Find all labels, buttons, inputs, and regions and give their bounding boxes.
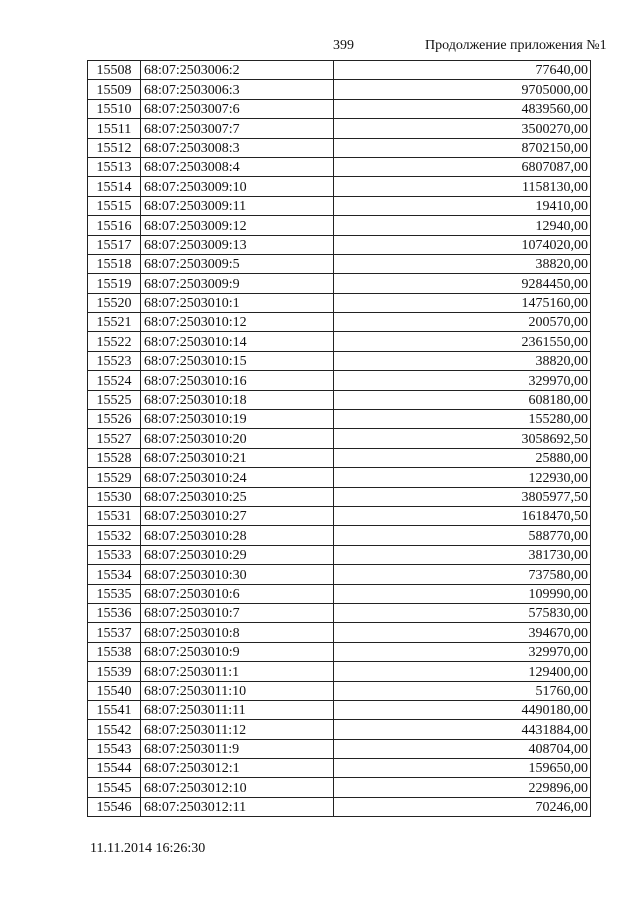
cadastral-number-cell: 68:07:2503010:20 [141, 429, 334, 448]
row-number-cell: 15530 [88, 487, 141, 506]
table-row [88, 720, 591, 739]
row-number-cell: 15513 [88, 157, 141, 176]
table-row [88, 797, 591, 816]
cadastral-value-cell: 25880,00 [334, 448, 591, 467]
cadastral-number-cell: 68:07:2503010:29 [141, 545, 334, 564]
row-number-cell: 15511 [88, 119, 141, 138]
cadastral-number-cell: 68:07:2503012:1 [141, 759, 334, 778]
table-row [88, 119, 591, 138]
cadastral-value-cell: 1618470,50 [334, 506, 591, 525]
row-number-cell: 15529 [88, 468, 141, 487]
row-number-cell: 15528 [88, 448, 141, 467]
cadastral-value-cell: 9705000,00 [334, 80, 591, 99]
cadastral-value-cell: 38820,00 [334, 254, 591, 273]
table-row [88, 254, 591, 273]
cadastral-value-cell: 109990,00 [334, 584, 591, 603]
row-number-cell: 15539 [88, 662, 141, 681]
cadastral-value-cell: 51760,00 [334, 681, 591, 700]
page-number: 399 [333, 38, 354, 53]
cadastral-number-cell: 68:07:2503010:7 [141, 603, 334, 622]
cadastral-value-cell: 122930,00 [334, 468, 591, 487]
cadastral-number-cell: 68:07:2503010:25 [141, 487, 334, 506]
table-row [88, 759, 591, 778]
cadastral-value-cell: 159650,00 [334, 759, 591, 778]
row-number-cell: 15531 [88, 506, 141, 525]
row-number-cell: 15543 [88, 739, 141, 758]
table-row [88, 642, 591, 661]
row-number-cell: 15524 [88, 371, 141, 390]
table-row [88, 681, 591, 700]
table-row [88, 468, 591, 487]
cadastral-number-cell: 68:07:2503011:11 [141, 700, 334, 719]
cadastral-number-cell: 68:07:2503012:10 [141, 778, 334, 797]
cadastral-number-cell: 68:07:2503010:16 [141, 371, 334, 390]
table-row [88, 526, 591, 545]
table-row [88, 274, 591, 293]
row-number-cell: 15516 [88, 216, 141, 235]
table-body [88, 61, 591, 817]
print-datetime: 11.11.2014 16:26:30 [90, 841, 206, 856]
cadastral-value-cell: 3805977,50 [334, 487, 591, 506]
cadastral-value-cell: 608180,00 [334, 390, 591, 409]
cadastral-number-cell: 68:07:2503010:12 [141, 313, 334, 332]
row-number-cell: 15520 [88, 293, 141, 312]
cadastral-number-cell: 68:07:2503009:5 [141, 254, 334, 273]
cadastral-number-cell: 68:07:2503009:11 [141, 196, 334, 215]
cadastral-number-cell: 68:07:2503010:14 [141, 332, 334, 351]
row-number-cell: 15527 [88, 429, 141, 448]
cadastral-value-cell: 9284450,00 [334, 274, 591, 293]
cadastral-value-cell: 3058692,50 [334, 429, 591, 448]
row-number-cell: 15508 [88, 61, 141, 80]
cadastral-number-cell: 68:07:2503006:2 [141, 61, 334, 80]
row-number-cell: 15541 [88, 700, 141, 719]
table-row [88, 565, 591, 584]
table-row [88, 61, 591, 80]
cadastral-number-cell: 68:07:2503009:9 [141, 274, 334, 293]
cadastral-value-cell: 408704,00 [334, 739, 591, 758]
cadastral-value-cell: 12940,00 [334, 216, 591, 235]
row-number-cell: 15523 [88, 351, 141, 370]
cadastral-value-cell: 70246,00 [334, 797, 591, 816]
row-number-cell: 15537 [88, 623, 141, 642]
cadastral-value-cell: 38820,00 [334, 351, 591, 370]
row-number-cell: 15540 [88, 681, 141, 700]
cadastral-value-cell: 329970,00 [334, 642, 591, 661]
row-number-cell: 15512 [88, 138, 141, 157]
cadastral-value-cell: 155280,00 [334, 410, 591, 429]
cadastral-number-cell: 68:07:2503011:9 [141, 739, 334, 758]
cadastral-value-cell: 737580,00 [334, 565, 591, 584]
table-row [88, 448, 591, 467]
row-number-cell: 15536 [88, 603, 141, 622]
cadastral-number-cell: 68:07:2503011:1 [141, 662, 334, 681]
row-number-cell: 15514 [88, 177, 141, 196]
cadastral-number-cell: 68:07:2503011:12 [141, 720, 334, 739]
cadastral-number-cell: 68:07:2503010:15 [141, 351, 334, 370]
cadastral-value-cell: 6807087,00 [334, 157, 591, 176]
cadastral-number-cell: 68:07:2503010:9 [141, 642, 334, 661]
cadastral-number-cell: 68:07:2503012:11 [141, 797, 334, 816]
table-row [88, 351, 591, 370]
cadastral-value-cell: 1475160,00 [334, 293, 591, 312]
cadastral-number-cell: 68:07:2503011:10 [141, 681, 334, 700]
row-number-cell: 15545 [88, 778, 141, 797]
cadastral-value-cell: 329970,00 [334, 371, 591, 390]
cadastral-value-cell: 588770,00 [334, 526, 591, 545]
table-row [88, 662, 591, 681]
cadastral-number-cell: 68:07:2503007:6 [141, 99, 334, 118]
row-number-cell: 15515 [88, 196, 141, 215]
cadastral-value-cell: 8702150,00 [334, 138, 591, 157]
cadastral-number-cell: 68:07:2503006:3 [141, 80, 334, 99]
table-row [88, 545, 591, 564]
row-number-cell: 15525 [88, 390, 141, 409]
table-row [88, 429, 591, 448]
row-number-cell: 15522 [88, 332, 141, 351]
cadastral-value-cell: 381730,00 [334, 545, 591, 564]
table-row [88, 138, 591, 157]
cadastral-value-cell: 19410,00 [334, 196, 591, 215]
cadastral-number-cell: 68:07:2503009:10 [141, 177, 334, 196]
cadastral-number-cell: 68:07:2503010:8 [141, 623, 334, 642]
cadastral-value-cell: 1158130,00 [334, 177, 591, 196]
cadastral-value-cell: 4431884,00 [334, 720, 591, 739]
cadastral-value-cell: 229896,00 [334, 778, 591, 797]
cadastral-number-cell: 68:07:2503007:7 [141, 119, 334, 138]
row-number-cell: 15509 [88, 80, 141, 99]
table-row [88, 623, 591, 642]
row-number-cell: 15519 [88, 274, 141, 293]
row-number-cell: 15546 [88, 797, 141, 816]
row-number-cell: 15510 [88, 99, 141, 118]
cadastral-number-cell: 68:07:2503010:21 [141, 448, 334, 467]
cadastral-value-cell: 129400,00 [334, 662, 591, 681]
table-row [88, 778, 591, 797]
cadastral-number-cell: 68:07:2503009:13 [141, 235, 334, 254]
table-row [88, 603, 591, 622]
row-number-cell: 15538 [88, 642, 141, 661]
cadastral-number-cell: 68:07:2503010:30 [141, 565, 334, 584]
table-row [88, 216, 591, 235]
table-row [88, 584, 591, 603]
table-row [88, 410, 591, 429]
table-row [88, 313, 591, 332]
table-row [88, 157, 591, 176]
table-row [88, 80, 591, 99]
row-number-cell: 15526 [88, 410, 141, 429]
row-number-cell: 15518 [88, 254, 141, 273]
cadastral-value-cell: 3500270,00 [334, 119, 591, 138]
cadastral-value-cell: 4490180,00 [334, 700, 591, 719]
cadastral-number-cell: 68:07:2503010:6 [141, 584, 334, 603]
cadastral-number-cell: 68:07:2503010:18 [141, 390, 334, 409]
cadastral-number-cell: 68:07:2503010:1 [141, 293, 334, 312]
cadastral-value-cell: 77640,00 [334, 61, 591, 80]
table-row [88, 332, 591, 351]
cadastral-value-cell: 200570,00 [334, 313, 591, 332]
cadastral-number-cell: 68:07:2503010:24 [141, 468, 334, 487]
row-number-cell: 15542 [88, 720, 141, 739]
cadastral-number-cell: 68:07:2503010:27 [141, 506, 334, 525]
cadastral-number-cell: 68:07:2503010:19 [141, 410, 334, 429]
cadastral-number-cell: 68:07:2503009:12 [141, 216, 334, 235]
cadastral-value-cell: 1074020,00 [334, 235, 591, 254]
row-number-cell: 15535 [88, 584, 141, 603]
table-row [88, 700, 591, 719]
cadastral-value-cell: 575830,00 [334, 603, 591, 622]
cadastral-value-cell: 4839560,00 [334, 99, 591, 118]
row-number-cell: 15534 [88, 565, 141, 584]
table-row [88, 739, 591, 758]
row-number-cell: 15533 [88, 545, 141, 564]
cadastral-number-cell: 68:07:2503008:4 [141, 157, 334, 176]
cadastral-value-cell: 2361550,00 [334, 332, 591, 351]
table-row [88, 177, 591, 196]
cadastral-value-cell: 394670,00 [334, 623, 591, 642]
table-row [88, 487, 591, 506]
table-row [88, 371, 591, 390]
row-number-cell: 15544 [88, 759, 141, 778]
table-row [88, 99, 591, 118]
cadastral-number-cell: 68:07:2503008:3 [141, 138, 334, 157]
table-row [88, 235, 591, 254]
table-row [88, 390, 591, 409]
table-row [88, 506, 591, 525]
row-number-cell: 15517 [88, 235, 141, 254]
table-row [88, 293, 591, 312]
cadastral-number-cell: 68:07:2503010:28 [141, 526, 334, 545]
page-caption: Продолжение приложения №1 [425, 38, 607, 53]
row-number-cell: 15521 [88, 313, 141, 332]
table-row [88, 196, 591, 215]
cadastral-value-table [87, 60, 591, 817]
row-number-cell: 15532 [88, 526, 141, 545]
